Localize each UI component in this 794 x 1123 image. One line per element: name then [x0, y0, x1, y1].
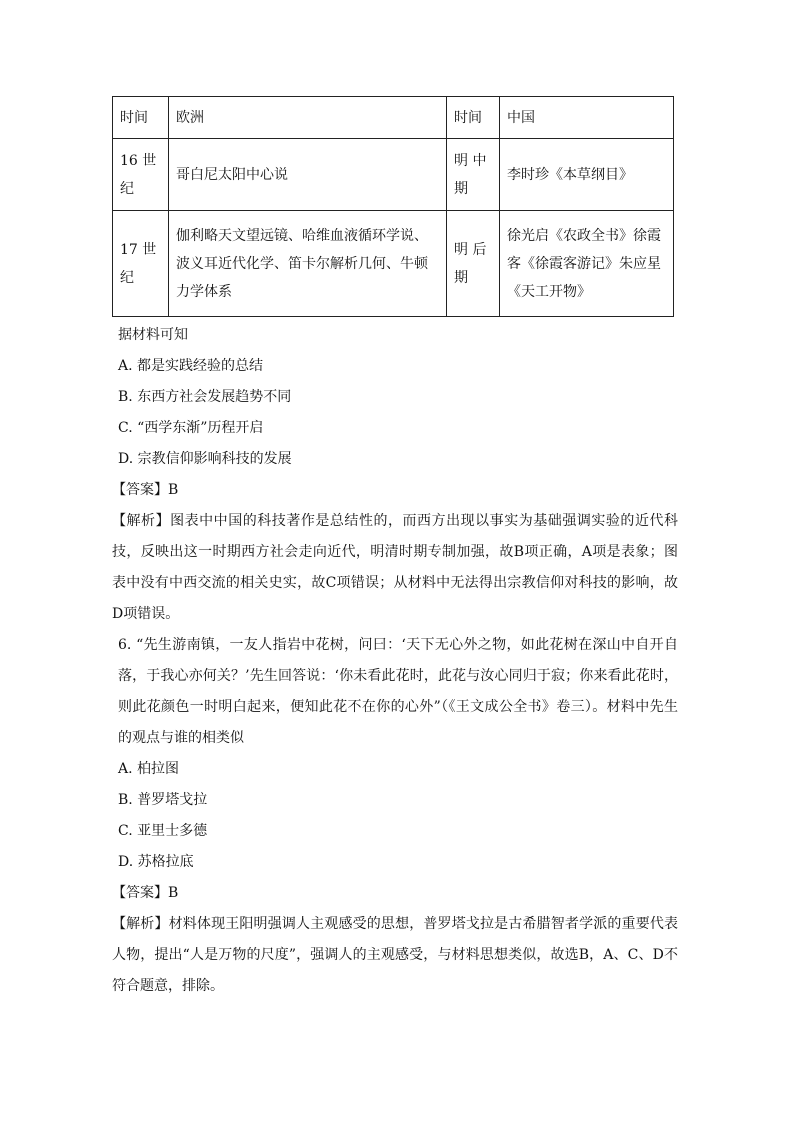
table-row — [113, 139, 674, 211]
cell-europe-achievement: 哥白尼太阳中心说 — [169, 139, 447, 211]
table-row — [113, 211, 674, 317]
header-time-china: 时间 — [447, 97, 500, 139]
cell-period: 明 后 期 — [447, 211, 500, 317]
q6-option-c: C. 亚里士多德 — [118, 823, 208, 839]
table-header-row — [113, 97, 674, 139]
cell-century: 16 世纪 — [113, 139, 169, 211]
science-comparison-table — [112, 96, 674, 317]
cell-china-achievement: 李时珍《本草纲目》 — [500, 139, 674, 211]
cell-china-achievement: 徐光启《农政全书》徐霞客《徐霞客游记》朱应星《天工开物》 — [500, 211, 674, 317]
questions-content — [112, 320, 678, 1002]
q5-option-b: B. 东西方社会发展趋势不同 — [118, 389, 292, 405]
q6-option-a: A. 柏拉图 — [118, 761, 180, 777]
cell-period: 明 中 期 — [447, 139, 500, 211]
q5-option-c: C. “西学东渐”历程开启 — [118, 420, 264, 436]
q5-stem: 据材料可知 — [118, 327, 188, 343]
header-time-europe: 时间 — [113, 97, 169, 139]
q6-option-b: B. 普罗塔戈拉 — [118, 792, 208, 808]
q5-answer: 【答案】B — [112, 482, 179, 498]
q6-stem: 6. “先生游南镇，一友人指岩中花树，问曰：‘天下无心外之物，如此花树在深山中自开自落，于我心亦何关？’先生回答说：‘你未看此花时，此花与汝心同归于寂；你来看此花时，则此花颜色一时明白起来，便知此花不在你的心外”（《王文成公全书》卷三）。材料中先生的观点与谁的相类似 — [118, 637, 678, 746]
q5-analysis: 【解析】图表中中国的科技著作是总结性的，而西方出现以事实为基础强调实验的近代科技，反映出这一时期西方社会走向近代，明清时期专制加强，故B项正确，A项是表象；图表中没有中西交流的相关史实，故C项错误；从材料中无法得出宗教信仰对科技的影响，故D项错误。 — [112, 513, 678, 622]
q6-answer: 【答案】B — [112, 885, 179, 901]
q6-analysis: 【解析】材料体现王阳明强调人主观感受的思想，普罗塔戈拉是古希腊智者学派的重要代表人物，提出“人是万物的尺度”，强调人的主观感受，与材料思想类似，故选B，A、C、D不符合题意，排除。 — [112, 916, 678, 994]
cell-europe-achievement: 伽利略天文望远镜、哈维血液循环学说、波义耳近代化学、笛卡尔解析几何、牛顿力学体系 — [169, 211, 447, 317]
header-europe: 欧洲 — [169, 97, 447, 139]
header-china: 中国 — [500, 97, 674, 139]
q5-option-d: D. 宗教信仰影响科技的发展 — [118, 451, 292, 467]
q6-option-d: D. 苏格拉底 — [118, 854, 194, 870]
cell-century: 17 世纪 — [113, 211, 169, 317]
q5-option-a: A. 都是实践经验的总结 — [118, 358, 264, 374]
